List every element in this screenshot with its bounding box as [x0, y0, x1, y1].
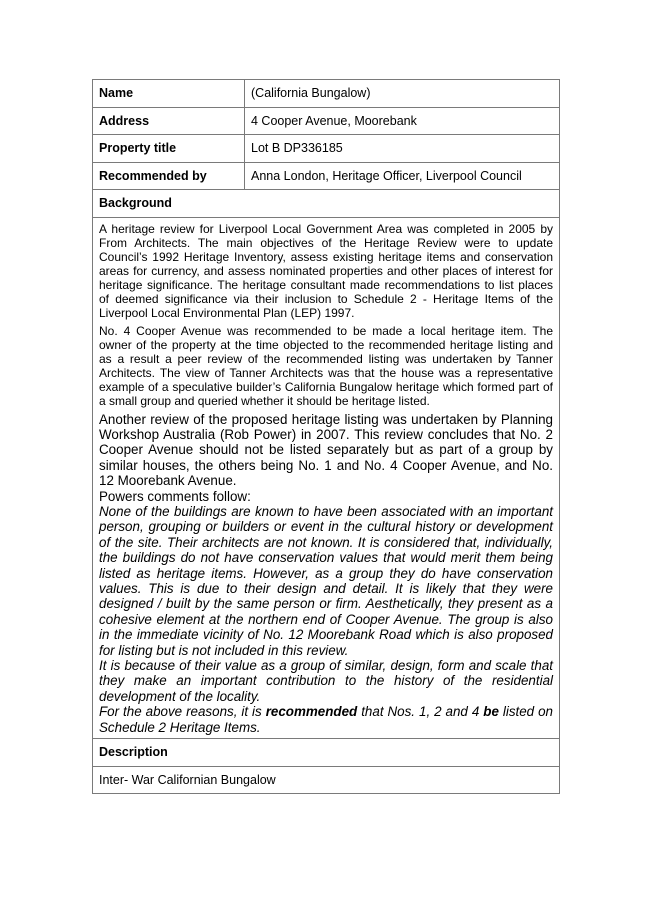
background-paragraph-4: Powers comments follow: [99, 488, 251, 504]
background-heading-text: Background [99, 196, 172, 211]
name-value: (California Bungalow) [245, 80, 560, 108]
recommended-by-row [93, 162, 560, 190]
address-row [93, 107, 560, 135]
property-title-row [93, 135, 560, 163]
quote-3-pre: For the above reasons, it is [99, 704, 266, 720]
address-label: Address [93, 107, 245, 135]
description-heading-text: Description [99, 745, 168, 760]
quote-3-bold-1: recommended [265, 704, 358, 720]
background-body-row [93, 217, 560, 739]
background-heading [93, 190, 560, 218]
background-paragraph-2: No. 4 Cooper Avenue was recommended to be made a local heritage item. The owner of the property at the time objected to the recommended heritage listing and as a result a peer review of the recommended listing was undertaken by Tanner Architects. The view of Tanner Architects was that the house was a representative example of a speculative builder’s California Bungalow heritage which formed part of a small group and queried whether it should be heritage listed. [99, 323, 553, 408]
quote-3-bold-2: be [483, 704, 499, 720]
background-paragraph-1: A heritage review for Liverpool Local Government Area was completed in 2005 by From Architects. The main objectives of the Heritage Review were to update Council’s 1992 Heritage Inventory, assess existing heritage items and conservation areas for currency, and assess nominated properties and other places of interest for heritage significance. The heritage consultant made recommendations to list places of deemed significance via their inclusion to Schedule 2 - Heritage Items of the Liverpool Local Environmental Plan (LEP) 1997. [99, 221, 553, 320]
name-row [93, 80, 560, 108]
property-title-value: Lot B DP336185 [245, 135, 560, 163]
quote-paragraph-2: It is because of their value as a group of similar, design, form and scale that they make an important contribution to the history of the residential development of the locality. [99, 658, 553, 704]
recommended-by-label: Recommended by [93, 162, 245, 190]
quote-paragraph-3 [99, 704, 553, 735]
quote-3-post: listed on Schedule 2 Heritage Items. [99, 704, 553, 735]
address-value: 4 Cooper Avenue, Moorebank [245, 107, 560, 135]
description-value-row [93, 766, 560, 794]
property-title-label: Property title [93, 135, 245, 163]
background-body [93, 217, 560, 739]
heritage-item-table [92, 79, 560, 794]
description-value: Inter- War Californian Bungalow [93, 766, 560, 794]
quote-paragraph-1: None of the buildings are known to have been associated with an important person, grouping or builders or event in the cultural history or development of the site. Their architects are not known. It is considered that, individually, the buildings do not have conservation values that would merit them being listed as heritage items. However, as a group they do have conservation values. This is due to their design and detail. It is likely that they were designed / built by the same person or firm. Aesthetically, they present as a cohesive element at the northern end of Cooper Avenue. The group is also in the immediate vicinity of No. 12 Moorebank Road which is also proposed for listing but is not included in this review. [99, 503, 553, 658]
background-paragraph-3: Another review of the proposed heritage listing was undertaken by Planning Workshop Australia (Rob Power) in 2007. This review concludes that No. 2 Cooper Avenue should not be listed separately but as part of a group by similar houses, the others being No. 1 and No. 4 Cooper Avenue, and No. 12 Moorebank Avenue. [99, 411, 553, 489]
description-heading-row [93, 739, 560, 767]
recommended-by-value: Anna London, Heritage Officer, Liverpool Council [245, 162, 560, 190]
name-label: Name [93, 80, 245, 108]
description-heading [93, 739, 560, 767]
background-heading-row [93, 190, 560, 218]
quote-3-mid: that Nos. 1, 2 and 4 [357, 704, 484, 720]
